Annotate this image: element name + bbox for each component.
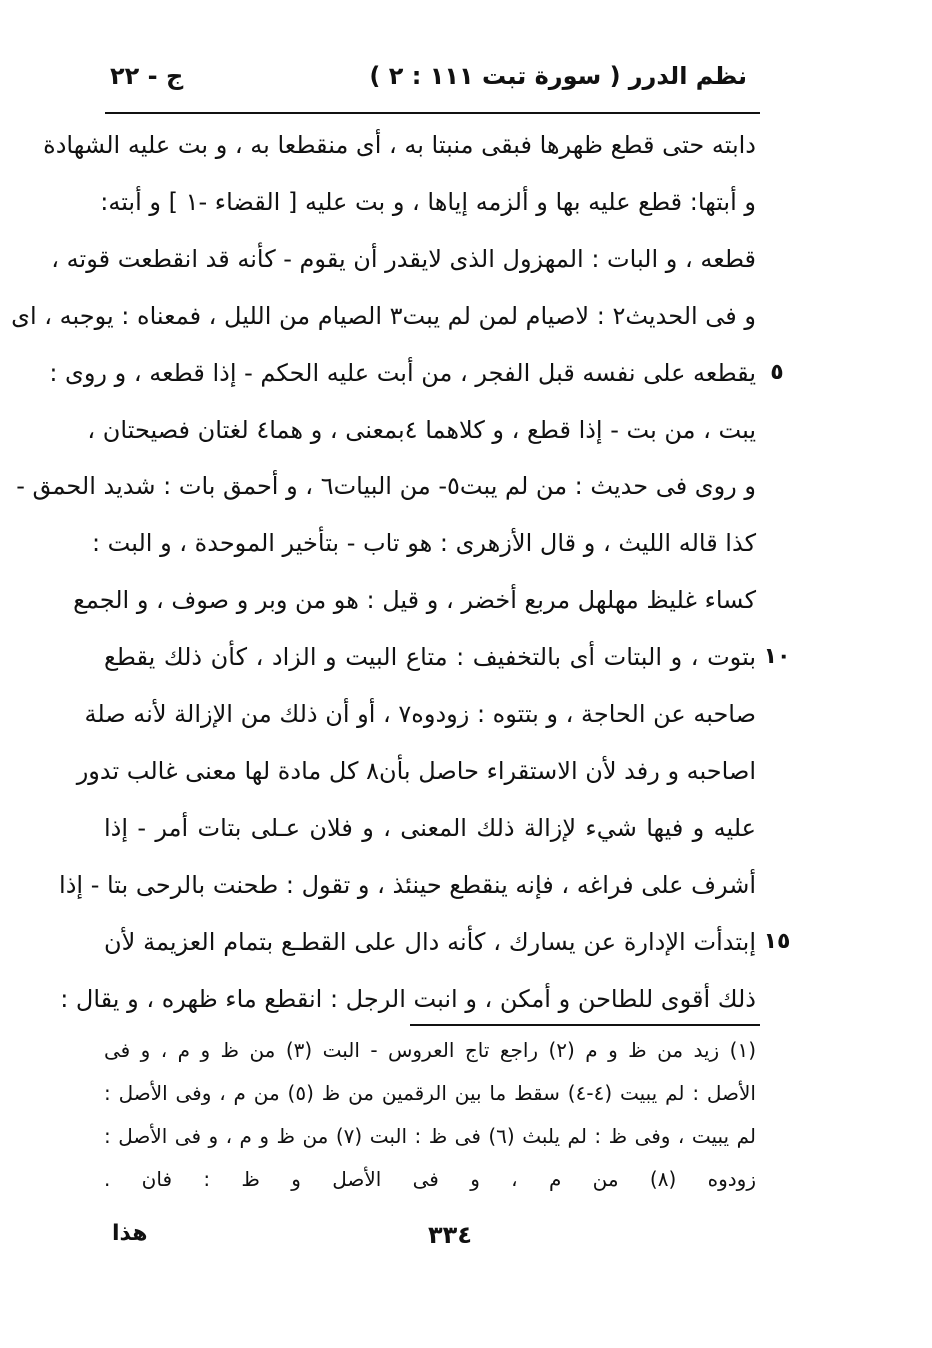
- text-line: كساء غليظ مهلهل مربع أخضر ، و قيل : هو من وبر و صوف ، و الجمع: [73, 586, 756, 615]
- line-number: ١٥: [763, 928, 791, 954]
- text-line: بتوت ، و البتات أى بالتخفيف : متاع البيت و الزاد ، كأن ذلك يقطع: [104, 643, 756, 672]
- line-number: ١٠: [763, 644, 791, 670]
- text-line: عليه و فيها شيء لإزالة ذلك المعنى ، و فلان عـلى بتات أمر - إذا: [104, 813, 756, 842]
- running-title: نظم الدرر: [628, 62, 747, 90]
- text-line: قطعه ، و البات : المهزول الذى لايقدر أن يقوم - كأنه قد انقطعت قوته ،: [51, 244, 756, 273]
- text-line: يبت ، من بت - إذا قطع ، و كلاهما ٤بمعنى ، و هما٤ لغتان فصيحتان ،: [87, 415, 756, 444]
- surah-reference: ( سورة تبت ١١١ : ٢ ): [369, 62, 621, 90]
- line-number: ٥: [770, 359, 784, 385]
- text-line: أشرف على فراغه ، فإنه ينقطع حينئذ ، و تقول : طحنت بالرحى بتا - إذا: [59, 870, 756, 899]
- text-line: إبتدأت الإدارة عن يسارك ، كأنه دال على القطـع بتمام العزيمة لأن: [104, 927, 756, 956]
- page-number: ٣٣٤: [428, 1221, 472, 1249]
- text-line: كذا قاله الليث ، و قال الأزهرى : هو تاب - بتأخير الموحدة ، و البت :: [91, 529, 756, 558]
- text-line: و أبتها: قطع عليه بها و ألزمه إياها ، و بت عليه [ القضاء -١ ] و أبته:: [100, 187, 756, 216]
- text-line: و روى فى حديث : من لم يبت٥- من البيات٦ ، و أحمق بات : شديد الحمق -: [16, 472, 756, 501]
- volume-number: ج - ٢٢: [110, 62, 184, 90]
- footnote-line: الأصل : لم يبيت (٤-٤) سقط ما بين الرقمين من ظ (٥) من م ، وفى الأصل :: [104, 1081, 756, 1105]
- footnote-divider: [410, 1024, 760, 1026]
- header-divider: [105, 112, 760, 114]
- catchword: هذا: [112, 1221, 148, 1246]
- text-line: اصاحبه و رفد لأن الاستقراء حاصل بأن٨ كل مادة لها معنى غالب تدور: [76, 756, 756, 785]
- footnote-line: لم يبيت ، وفى ظ : لم يلبث (٦) فى ظ : البت (٧) من ظ و م ، و فى الأصل :: [104, 1124, 756, 1148]
- text-line: ذلك أقوى للطاحن و أمكن ، و انبت الرجل : انقطع ماء ظهره ، و يقال :: [60, 984, 756, 1013]
- text-line: يقطعه على نفسه قبل الفجر ، من أبت عليه الحكم - إذا قطعه ، و روى :: [49, 358, 756, 387]
- footnote-line: (١) زيد من ظ و م (٢) راجع تاج العروس - البت (٣) من ظ و م ، و فى: [104, 1038, 756, 1062]
- text-line: صاحبه عن الحاجة ، و بتتوه : زودوه٧ ، أو أن ذلك من الإزالة لأنه صلة: [84, 700, 756, 728]
- text-line: و فى الحديث٢ : لاصيام لمن لم يبت٣ الصيام من الليل ، فمعناه : يوجبه ، اى: [11, 301, 756, 330]
- footnote-line: زودوه (٨) من م ، و فى الأصل و ظ : فان .: [104, 1167, 756, 1191]
- text-line: دابته حتى قطع ظهرها فبقى منبتا به ، أى منقطعا به ، و بت عليه الشهادة: [43, 131, 756, 159]
